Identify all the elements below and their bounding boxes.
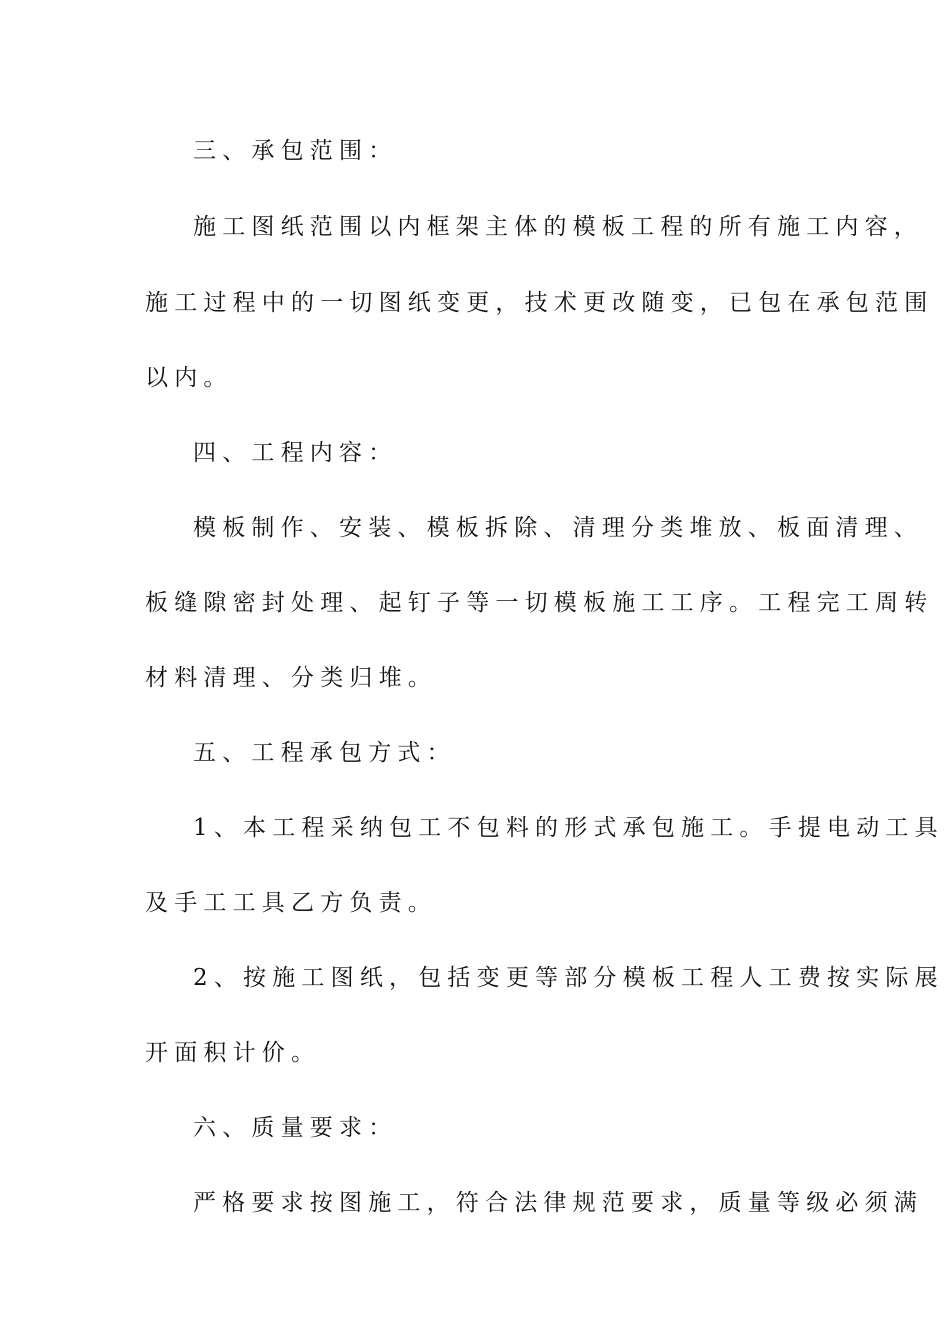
paragraph-line: 材料清理、分类归堆。 — [145, 665, 437, 691]
paragraph-line: 以内。 — [145, 365, 233, 391]
paragraph-line: 板缝隙密封处理、起钉子等一切模板施工工序。工程完工周转 — [145, 590, 934, 616]
section-heading-scope: 三、承包范围： — [193, 138, 398, 164]
paragraph-line: 开面积计价。 — [145, 1040, 321, 1066]
paragraph-line: 施工过程中的一切图纸变更，技术更改随变，已包在承包范围 — [145, 290, 934, 316]
paragraph-line: 及手工工具乙方负责。 — [145, 890, 437, 916]
paragraph-line: 施工图纸范围以内框架主体的模板工程的所有施工内容， — [193, 214, 923, 240]
paragraph-line: 模板制作、安装、模板拆除、清理分类堆放、板面清理、 — [193, 515, 923, 541]
paragraph-line: 严格要求按图施工，符合法律规范要求，质量等级必须满 — [193, 1190, 923, 1216]
section-heading-contract-method: 五、工程承包方式： — [193, 740, 456, 766]
section-heading-content: 四、工程内容： — [193, 440, 398, 466]
paragraph-line: 1、本工程采纳包工不包料的形式承包施工。手提电动工具 — [193, 815, 944, 841]
section-heading-quality: 六、质量要求： — [193, 1115, 398, 1141]
paragraph-line: 2、按施工图纸，包括变更等部分模板工程人工费按实际展 — [193, 965, 944, 991]
